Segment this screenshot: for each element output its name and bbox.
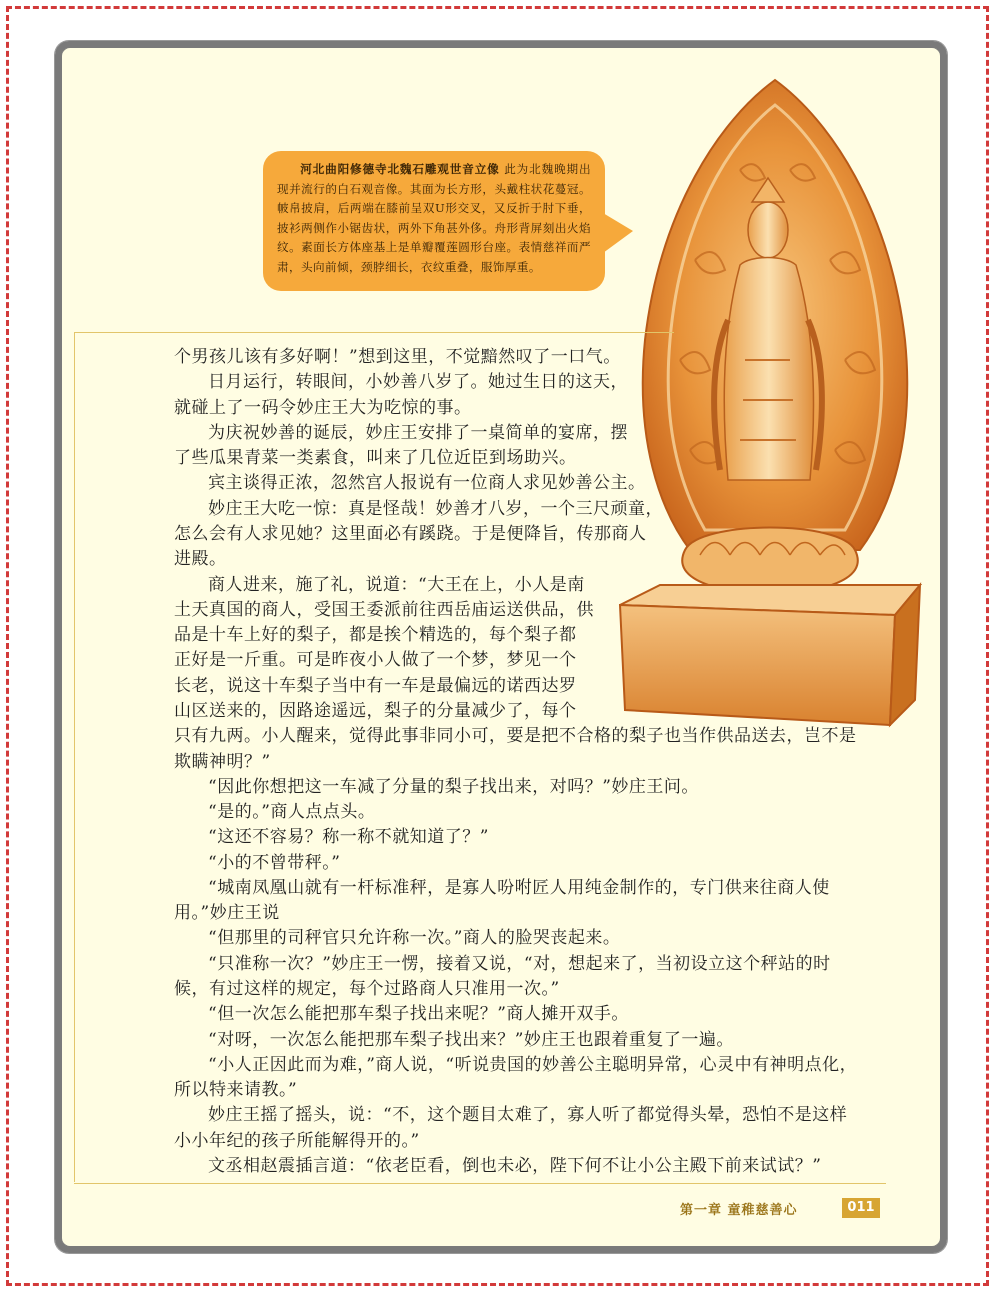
text-line: 妙庄王摇了摇头，说：“不，这个题目太难了，寡人听了都觉得头晕，恐怕不是这样 [208, 1105, 848, 1125]
text-line: 日月运行，转眼间，小妙善八岁了。她过生日的这天， [208, 372, 628, 392]
text-line: 就碰上了一码令妙庄王大为吃惊的事。 [174, 398, 472, 418]
text-line: 长老，说这十车梨子当中有一车是最偏远的诺西达罗 [174, 676, 577, 696]
text-line: 只有九两。小人醒来，觉得此事非同小可，要是把不合格的梨子也当作供品送去，岂不是 [174, 726, 857, 746]
text-line: 文丞相赵震插言道：“依老臣看，倒也未必，陛下何不让小公主殿下前来试试？” [208, 1156, 822, 1176]
text-line: “只准称一次？”妙庄王一愣，接着又说，“对，想起来了，当初设立这个秤站的时 [208, 954, 831, 974]
text-line: 欺瞒神明？” [174, 752, 271, 772]
caption-title: 河北曲阳修德寺北魏石雕观世音立像 [300, 162, 500, 176]
text-line: 商人进来，施了礼，说道：“大王在上，小人是南 [208, 575, 585, 595]
text-line: 了些瓜果青菜一类素食，叫来了几位近臣到场助兴。 [174, 448, 577, 468]
caption-text: 此为北魏晚期出现并流行的白石观音像。其面为长方形，头戴柱状花蔓冠。帔帛披肩，后两端在膝前呈双U形交叉，又反折于肘下垂，披衫两侧作小锯齿状，两外下角甚外侈。舟形背屏刻出火焰纹。素面长方体座基上是单瓣覆莲圆形台座。表情慈祥而严肃，头向前倾，颈脖细长，衣纹重叠，服饰厚重。 [277, 162, 591, 274]
text-line: 用。”妙庄王说 [174, 903, 280, 923]
text-line: “是的。”商人点点头。 [208, 802, 376, 822]
text-line: “城南凤凰山就有一杆标准秤，是寡人吩咐匠人用纯金制作的，专门供来往商人使 [208, 878, 830, 898]
chapter-footer: 第一章 童稚慈善心 [680, 1203, 798, 1218]
text-line: “对呀，一次怎么能把那车梨子找出来？”妙庄王也跟着重复了一遍。 [208, 1030, 734, 1050]
text-line: 为庆祝妙善的诞辰，妙庄王安排了一桌简单的宴席，摆 [208, 423, 628, 443]
page-number: 011 [842, 1198, 880, 1218]
text-line: 候，有过这样的规定，每个过路商人只准用一次。” [174, 979, 560, 999]
text-line: “因此你想把这一车减了分量的梨子找出来，对吗？”妙庄王问。 [208, 777, 699, 797]
text-line: “但一次怎么能把那车梨子找出来呢？”商人摊开双手。 [208, 1004, 629, 1024]
text-line: 品是十车上好的梨子，都是挨个精选的，每个梨子都 [174, 625, 577, 645]
text-line: 进殿。 [174, 549, 227, 569]
text-line: 妙庄王大吃一惊：真是怪哉！妙善才八岁，一个三尺顽童， [208, 499, 663, 519]
text-line: 怎么会有人求见她？这里面必有蹊跷。于是便降旨，传那商人 [174, 524, 647, 544]
text-line: 个男孩儿该有多好啊！”想到这里，不觉黯然叹了一口气。 [174, 347, 621, 367]
text-line: “但那里的司秤官只允许称一次。”商人的脸哭丧起来。 [208, 928, 621, 948]
text-line: 土天真国的商人，受国王委派前往西岳庙运送供品，供 [174, 600, 594, 620]
text-line: 宾主谈得正浓，忽然宫人报说有一位商人求见妙善公主。 [208, 473, 646, 493]
text-line: “这还不容易？称一称不就知道了？” [208, 827, 489, 847]
text-line: “小的不曾带秤。” [208, 853, 341, 873]
text-line: 所以特来请教。” [174, 1080, 298, 1100]
text-line: “小人正因此而为难，”商人说，“听说贵国的妙善公主聪明异常，心灵中有神明点化， [208, 1055, 858, 1075]
text-line: 正好是一斤重。可是昨夜小人做了一个梦，梦见一个 [174, 650, 577, 670]
text-line: 小小年纪的孩子所能解得开的。” [174, 1131, 420, 1151]
text-line: 山区送来的，因路途遥远，梨子的分量减少了，每个 [174, 701, 577, 721]
